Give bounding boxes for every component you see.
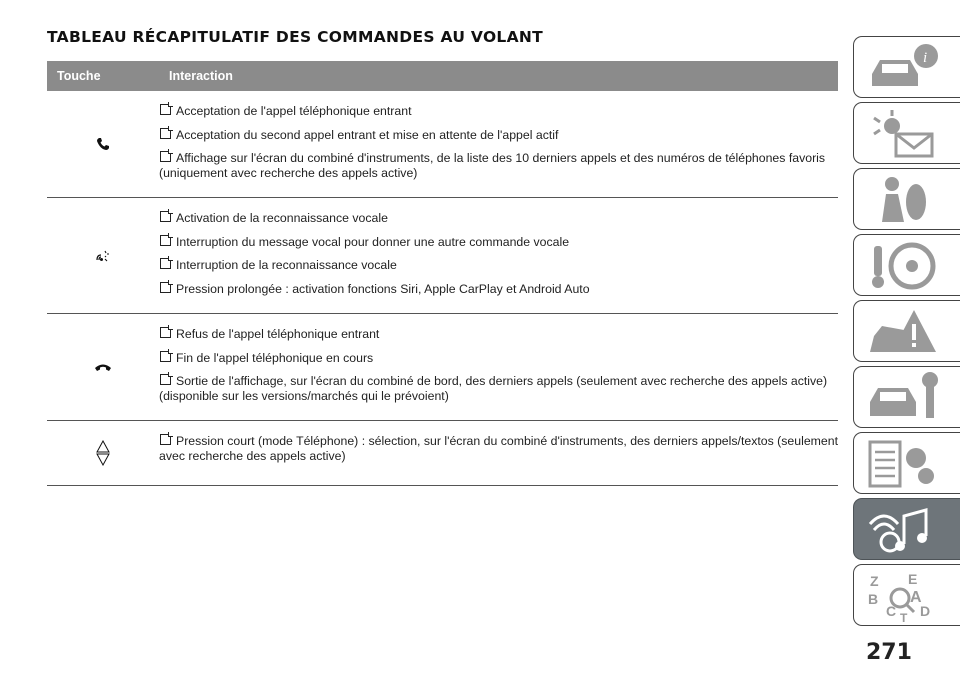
interaction-cell [159,91,838,198]
table-header-row [47,61,838,91]
list-item: Interruption de la reconnaissance vocale [159,258,838,273]
index-letter: T [900,611,908,622]
tab-multimedia[interactable] [853,498,960,560]
list-item: Refus de l'appel téléphonique entrant [159,327,838,342]
checkbox-bullet-icon [160,104,171,115]
index-letter: B [868,591,879,607]
index-letter: E [908,571,918,587]
key-cell [47,91,159,198]
warning-lights-message-icon [864,108,954,160]
key-cell [47,198,159,314]
interaction-cell [159,198,838,314]
commands-table [47,61,838,486]
tab-technical-data[interactable] [853,432,960,494]
interaction-cell [159,314,838,421]
tab-car-info[interactable] [853,36,960,98]
voice-command-icon [96,249,110,263]
interaction-cell [159,421,838,486]
key-cell [47,421,159,486]
car-emergency-icon [864,306,954,358]
multimedia-icon [864,504,954,556]
checkbox-bullet-icon [160,282,171,293]
index-icon [864,570,954,622]
car-info-icon [864,42,954,94]
checkbox-bullet-icon [160,235,171,246]
list-item: Acceptation de l'appel téléphonique entrant [159,104,838,119]
phone-hangup-icon [94,361,112,373]
checkbox-bullet-icon [160,374,171,385]
checkbox-bullet-icon [160,258,171,269]
triangle-up-icon [96,440,110,453]
table-row [47,421,838,486]
checkbox-bullet-icon [160,434,171,445]
tab-maintenance[interactable] [853,366,960,428]
table-row [47,314,838,421]
checkbox-bullet-icon [160,151,171,162]
tab-emergency[interactable] [853,300,960,362]
svg-text:i: i [923,50,928,66]
list-item: Sortie de l'affichage, sur l'écran du combiné de bord, des derniers appels (seulement avec recherche des appels active) (disponible sur les versions/marchés qui le prévoient) [159,374,828,403]
page-number: 271 [866,640,912,665]
triangle-down-icon [96,453,110,466]
tab-index[interactable] [853,564,960,626]
safety-airbag-icon [864,174,954,226]
tab-starting-driving[interactable] [853,234,960,296]
list-item: Acceptation du second appel entrant et mise en attente de l'appel actif [159,128,838,143]
table-row [47,198,838,314]
header-touche: Touche [47,61,159,91]
index-letter: Z [870,573,879,589]
list-item: Interruption du message vocal pour donner une autre commande vocale [159,235,838,250]
technical-data-icon [864,438,954,490]
index-letter: D [920,603,931,619]
phone-answer-icon [96,137,110,151]
car-maintenance-icon [864,372,954,424]
steering-start-icon [864,240,954,292]
page-title: TABLEAU RÉCAPITULATIF DES COMMANDES AU VOLANT [47,28,544,46]
header-interaction: Interaction [159,61,838,91]
tab-safety[interactable] [853,168,960,230]
list-item: Activation de la reconnaissance vocale [159,211,838,226]
index-letter: C [886,603,897,619]
checkbox-bullet-icon [160,128,171,139]
list-item: Fin de l'appel téléphonique en cours [159,351,838,366]
list-item: Pression court (mode Téléphone) : sélection, sur l'écran du combiné d'instruments, des derniers appels/textos (seulement avec recherche des appels active) [159,434,839,463]
tab-warning-lights[interactable] [853,102,960,164]
checkbox-bullet-icon [160,327,171,338]
table-row [47,91,838,198]
key-cell [47,314,159,421]
checkbox-bullet-icon [160,211,171,222]
index-letter: A [910,589,922,606]
list-item: Affichage sur l'écran du combiné d'instruments, de la liste des 10 derniers appels et des numéros de téléphones favoris (uniquement avec recherche des appels active) [159,151,826,180]
list-item: Pression prolongée : activation fonctions Siri, Apple CarPlay et Android Auto [159,282,838,297]
checkbox-bullet-icon [160,351,171,362]
